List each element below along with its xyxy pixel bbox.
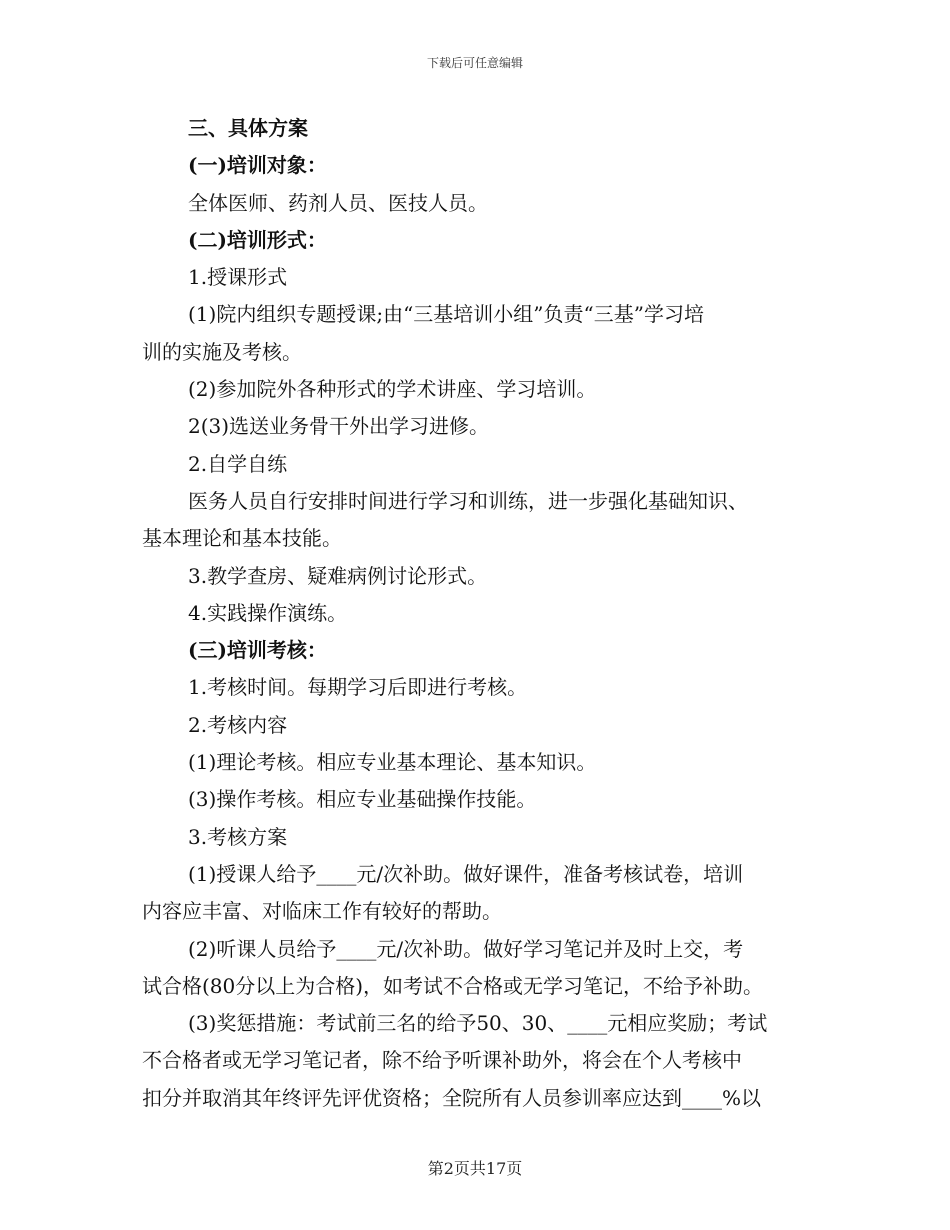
text-line: 基本理论和基本技能。 [142,526,342,551]
document-body [142,110,814,1117]
text-line: (1)理论考核。相应专业基本理论、基本知识。 [188,750,597,775]
section-heading: (三)培训考核： [188,638,327,663]
text-line: 2(3)选送业务骨干外出学习进修。 [188,414,490,439]
text-line: (2)参加院外各种形式的学术讲座、学习培训。 [188,377,597,402]
text-line: 2.考核内容 [188,712,288,737]
text-line: 3.教学查房、疑难病例讨论形式。 [188,563,488,588]
text-line: (3)奖惩措施：考试前三名的给予50、30、____元相应奖励；考试 [188,1011,768,1036]
section-heading: (一)培训对象： [188,153,327,178]
page-header: 下载后可任意编辑 [426,56,523,70]
text-line: (3)操作考核。相应专业基础操作技能。 [188,787,537,812]
text-line: (2)听课人员给予____元/次补助。做好学习笔记并及时上交，考 [188,936,744,961]
text-line: 1.考核时间。每期学习后即进行考核。 [188,675,528,700]
text-line: 训的实施及考核。 [142,339,302,364]
text-line: 不合格者或无学习笔记者，除不给予听课补助外，将会在个人考核中 [142,1048,742,1073]
text-line: 内容应丰富、对临床工作有较好的帮助。 [142,899,502,924]
text-line: 试合格(80分以上为合格)，如考试不合格或无学习笔记，不给予补助。 [142,973,764,998]
page-footer: 第2页共17页 [427,1159,523,1178]
text-line: 4.实践操作演练。 [188,600,348,625]
text-line: 扣分并取消其年终评先评优资格；全院所有人员参训率应达到____%以 [142,1085,762,1110]
section-heading: 三、具体方案 [188,116,308,140]
text-line: (1)授课人给予____元/次补助。做好课件，准备考核试卷，培训 [188,861,744,886]
text-line: 医务人员自行安排时间进行学习和训练，进一步强化基础知识、 [188,488,748,513]
section-heading: (二)培训形式： [188,227,327,252]
text-line: 1.授课形式 [188,265,288,290]
text-line: 3.考核方案 [188,824,288,849]
text-line: (1)院内组织专题授课;由“三基培训小组”负责“三基”学习培 [188,302,704,327]
text-line: 全体医师、药剂人员、医技人员。 [188,190,488,215]
text-line: 2.自学自练 [188,451,288,476]
